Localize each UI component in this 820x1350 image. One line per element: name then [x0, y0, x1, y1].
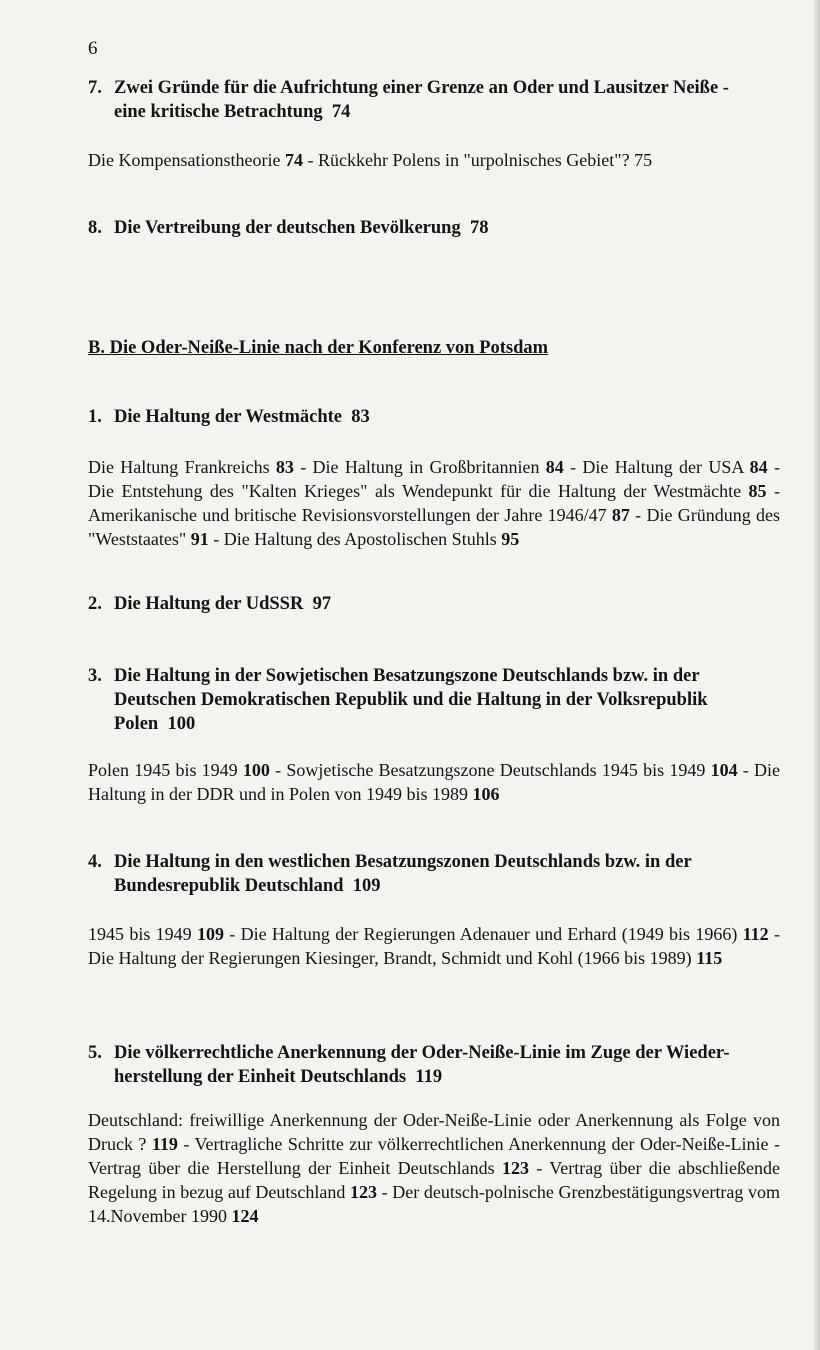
page-number: 6 — [88, 38, 98, 59]
heading-page-ref: 109 — [352, 876, 381, 896]
entry-text: - Amerikanische und britische Revisionsvorstellungen der Jahre 1946/47 — [88, 481, 780, 525]
entry-text: - Sowjetische Besatzungszone Deutschlands 1945 bis 1949 — [269, 760, 711, 780]
heading-title-line3: Polen — [114, 714, 159, 734]
heading-title-line2: eine kritische Betrachtung — [114, 102, 323, 122]
toc-entries-4 — [88, 922, 780, 970]
toc-entries-7 — [88, 148, 780, 172]
entry-text: 1945 bis 1949 — [88, 924, 197, 944]
page-ref: 106 — [472, 784, 500, 804]
toc-heading-8 — [88, 216, 780, 240]
toc-heading-5 — [88, 1041, 780, 1089]
heading-title-line1: Die Haltung in den westlichen Besatzungszonen Deutschlands bzw. in der — [114, 852, 692, 872]
toc-heading-2 — [88, 592, 780, 616]
toc-heading-7 — [88, 76, 780, 124]
page-ref: 74 — [284, 150, 303, 170]
heading-page-ref: 100 — [167, 714, 196, 734]
page-ref: 85 — [748, 481, 767, 501]
page-ref: 100 — [242, 760, 270, 780]
heading-number: 2. — [88, 594, 102, 614]
entry-text: Die Haltung Frankreichs — [88, 457, 276, 477]
page-ref: 115 — [696, 948, 723, 968]
heading-page-ref: 97 — [312, 594, 332, 614]
toc-entries-1 — [88, 455, 780, 551]
heading-title-line1: Die Haltung in der Sowjetischen Besatzungszone Deutschlands bzw. in der — [114, 666, 700, 686]
page-ref: 95 — [501, 529, 520, 549]
heading-title: Die Haltung der Westmächte — [114, 407, 342, 427]
heading-page-ref: 74 — [331, 102, 351, 122]
entry-text: Die Kompensationstheorie — [88, 150, 285, 170]
page-ref: 123 — [350, 1182, 378, 1202]
entry-text: - Die Haltung der Regierungen Adenauer und Erhard (1949 bis 1966) — [223, 924, 743, 944]
toc-heading-1 — [88, 405, 780, 429]
entry-text: - Der deutsch-polnische Grenzbestätigungsvertrag vom 14.November 1990 — [88, 1182, 781, 1226]
heading-number: 1. — [88, 407, 102, 427]
entry-text: - Die Haltung der Regierungen Kiesinger, Brandt, Schmidt und Kohl (1966 bis 1989) — [88, 924, 780, 968]
heading-number: 3. — [88, 666, 102, 686]
entry-text: - Rückkehr Polens in "urpolnisches Gebiet"? — [302, 150, 635, 170]
heading-title-line2: herstellung der Einheit Deutschlands — [114, 1067, 407, 1087]
page-ref: 84 — [749, 457, 768, 477]
page-ref: 75 — [634, 150, 653, 170]
toc-heading-4 — [88, 850, 780, 898]
page-ref: 109 — [196, 924, 224, 944]
entry-text: - Die Gründung des "Weststaates" — [88, 505, 780, 549]
entry-text: - Die Haltung des Apostolischen Stuhls — [208, 529, 502, 549]
page-ref: 104 — [710, 760, 738, 780]
heading-title-line2: Deutschen Demokratischen Republik und die Haltung in der Volksrepublik — [114, 690, 708, 710]
entry-text: - Vertragliche Schritte zur völkerrechtlichen Anerkennung der Oder-Neiße-Linie - Vertrag über die Herstellung der Einheit Deutschlands — [88, 1134, 780, 1178]
heading-title-line2: Bundesrepublik Deutschland — [114, 876, 344, 896]
heading-page-ref: 78 — [469, 218, 489, 238]
toc-entries-5 — [88, 1108, 780, 1228]
entry-text: - Die Haltung der USA — [563, 457, 750, 477]
heading-number: 5. — [88, 1043, 102, 1063]
page-ref: 87 — [611, 505, 630, 525]
entry-text: - Die Entstehung des "Kalten Krieges" als Wendepunkt für die Haltung der Westmächte — [88, 457, 780, 501]
heading-page-ref: 83 — [351, 407, 370, 427]
entry-text: - Die Haltung in Großbritannien — [293, 457, 546, 477]
page-ref: 83 — [275, 457, 294, 477]
page-ref: 123 — [501, 1158, 529, 1178]
heading-page-ref: 119 — [415, 1067, 443, 1087]
page-ref: 91 — [190, 529, 209, 549]
heading-number: 4. — [88, 852, 102, 872]
heading-title: Die Haltung der UdSSR — [114, 594, 304, 614]
heading-title-line1: Zwei Gründe für die Aufrichtung einer Grenze an Oder und Lausitzer Neiße - — [114, 78, 729, 98]
entry-text: - Die Haltung in der DDR und in Polen von 1949 bis 1989 — [88, 760, 780, 804]
heading-number: 7. — [88, 78, 102, 98]
heading-title: Die Vertreibung der deutschen Bevölkerung — [114, 218, 461, 238]
heading-number: 8. — [88, 218, 102, 238]
toc-heading-3 — [88, 664, 780, 736]
heading-title-line1: Die völkerrechtliche Anerkennung der Oder-Neiße-Linie im Zuge der Wieder- — [114, 1043, 730, 1063]
page-ref: 84 — [545, 457, 564, 477]
section-title-b: B. Die Oder-Neiße-Linie nach der Konferenz von Potsdam — [88, 338, 549, 358]
entry-text: Polen 1945 bis 1949 — [88, 760, 243, 780]
page-ref: 112 — [742, 924, 769, 944]
entry-text: - Vertrag über die abschließende Regelung in bezug auf Deutschland — [88, 1158, 780, 1202]
page-ref: 119 — [151, 1134, 178, 1154]
toc-entries-3 — [88, 758, 780, 806]
page-ref: 124 — [231, 1206, 259, 1226]
entry-text: Deutschland: freiwillige Anerkennung der Oder-Neiße-Linie oder Anerkennung als Folge von Druck ? — [88, 1110, 780, 1154]
page-edge-shadow — [814, 0, 820, 1350]
